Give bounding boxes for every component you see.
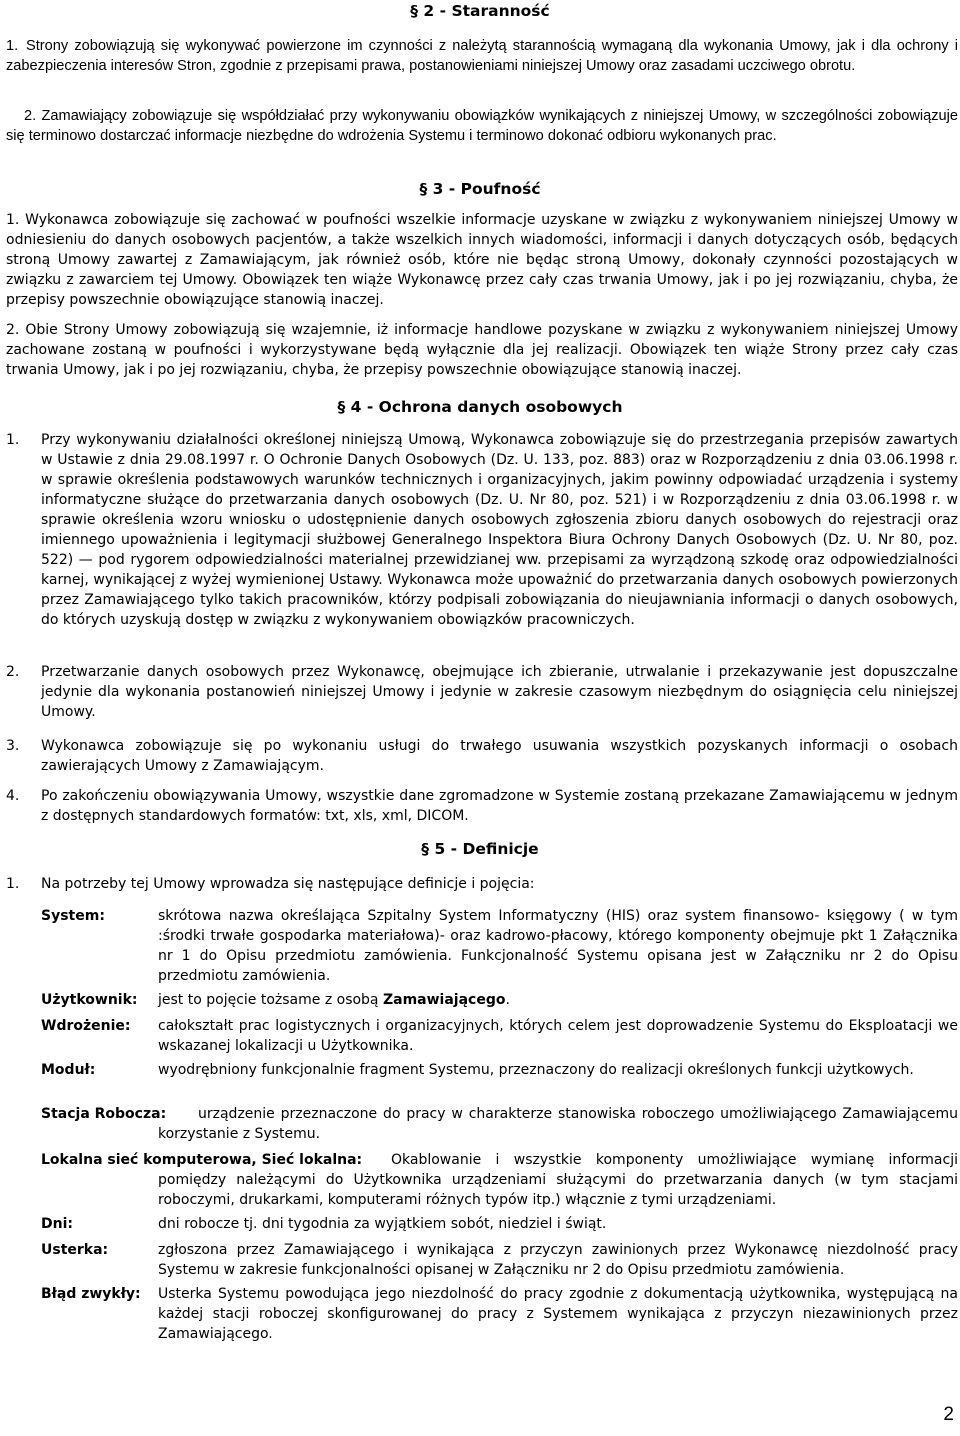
def-term-modul: Moduł:: [41, 1062, 96, 1078]
def-text-uzytkownik-bold: Zamawiającego: [382, 992, 506, 1008]
def-term-usterka: Usterka:: [41, 1242, 109, 1258]
s3-p2-body: Obie Strony Umowy zobowiązują się wzajemnie, iż informacje handlowe pozyskane w związku z wykonywaniem niniejszej Umowy zachowane zostaną w poufności i wykorzystywane będą wyłącznie dla jej realizacji. Obowiązek ten wiąże Strony przez cały czas trwania Umowy, jak i po jej rozwiązaniu, chyba, że przepisy powszechnie obowiązujące stanowią inaczej.: [6, 322, 958, 378]
s4-p4-number: 4.: [6, 788, 20, 804]
def-text-uzytkownik-tail: .: [505, 992, 510, 1008]
def-text-wdrozenie: całokształt prac logistycznych i organizacyjnych, których celem jest doprowadzenie Systemu do Eksploatacji we wskazanej lokalizacji u Użytkownika.: [158, 1018, 958, 1054]
s3-p2-number: 2.: [6, 322, 20, 338]
def-text-uzytkownik-main: jest to pojęcie tożsame z osobą: [158, 992, 383, 1008]
def-term-stacja-robocza: Stacja Robocza:: [41, 1106, 167, 1122]
s3-p1-number: 1.: [6, 212, 20, 228]
s2-p1-number: 1.: [6, 38, 19, 54]
def-term-wdrozenie: Wdrożenie:: [41, 1018, 131, 1034]
s4-p2-number: 2.: [6, 664, 20, 680]
s4-p3-text: Wykonawca zobowiązuje się po wykonaniu usługi do trwałego usuwania wszystkich pozyskanych informacji o osobach zawierających Umowy z Zamawiającym.: [41, 738, 958, 774]
def-term-uzytkownik: Użytkownik:: [41, 992, 138, 1008]
s3-p1-text: [6, 210, 958, 310]
s4-p4-text: Po zakończeniu obowiązywania Umowy, wszystkie dane zgromadzone w Systemie zostaną przekazane Zamawiającemu w jednym z dostępnych standardowych formatów: txt, xls, xml, DICOM.: [41, 788, 958, 824]
s4-p3-number: 3.: [6, 738, 20, 754]
s5-p1-number: 1.: [6, 876, 20, 892]
s3-p2-text: [6, 320, 958, 380]
section-5-heading: § 5 - Definicje: [421, 840, 539, 858]
def-term-siec-lokalna: Lokalna sieć komputerowa, Sieć lokalna:: [41, 1152, 363, 1168]
s4-p1-number: 1.: [6, 432, 20, 448]
s4-p1-text: Przy wykonywaniu działalności określonej niniejszą Umową, Wykonawca zobowiązuje się do przestrzegania przepisów zawartych w Ustawie z dnia 29.08.1997 r. O Ochronie Danych Osobowych (Dz. U. 133, poz. 883) oraz w Rozporządzeniu z dnia 03.06.1998 r. w sprawie określenia podstawowych warunków technicznych i organizacyjnych, jakim powinny odpowiadać urządzenia i systemy informatyczne służące do przetwarzania danych osobowych (Dz. U. Nr 80, poz. 521) i w Rozporządzeniu z dnia 03.06.1998 r. w sprawie określenia wzoru wniosku o udostępnienie danych osobowych zgłoszenia zbioru danych osobowych do rejestracji oraz imiennego upoważnienia i legitymacji służbowej Generalnego Inspektora Biura Ochrony Danych Osobowych (Dz. U. Nr 80, poz. 522) — pod rygorem odpowiedzialności materialnej przewidzianej ww. przepisami za wyrządzoną szkodę oraz odpowiedzialności karnej, wynikającej z wyżej wymienionej Ustawy. Wykonawca może upoważnić do przetwarzania danych osobowych powierzonych przez Zamawiającego tylko takich pracowników, którzy podpisali zobowiązania do nieujawniania informacji o danych osobowych, do których uzyskują dostęp w związku z wykonywaniem obowiązków pracowniczych.: [41, 432, 958, 628]
def-text-dni: dni robocze tj. dni tygodnia za wyjątkiem sobót, niedziel i świąt.: [158, 1216, 607, 1232]
s2-p1-text: Strony zobowiązują się wykonywać powierzone im czynności z należytą starannością wymaganą dla wykonania Umowy, jak i dla ochrony i zabezpieczenia interesów Stron, zgodnie z przepisami prawa, postanowieniami niniejszej Umowy oraz zasadami uczciwego obrotu.: [6, 38, 958, 74]
section-3-heading: § 3 - Poufność: [419, 180, 541, 198]
def-term-dni: Dni:: [41, 1216, 73, 1232]
def-text-uzytkownik: [158, 990, 958, 1010]
s5-p1-text: Na potrzeby tej Umowy wprowadza się następujące definicje i pojęcia:: [41, 876, 535, 892]
def-text-siec-lokalna: Okablowanie i wszystkie komponenty umożliwiające wymianę informacji pomiędzy należącymi do Użytkownika urządzeniami służącymi do przetwarzania danych (w tym stacjami roboczymi, drukarkami, komputerami różnych typów itp.) włącznie z tymi urządzeniami.: [158, 1152, 958, 1208]
def-text-modul: wyodrębniony funkcjonalnie fragment Systemu, przeznaczony do realizacji określonych funkcji użytkowych.: [158, 1062, 914, 1078]
def-term-system: System:: [41, 908, 105, 924]
section-2-heading: § 2 - Staranność: [410, 2, 550, 20]
def-text-system: skrótowa nazwa określająca Szpitalny System Informatyczny (HIS) oraz system finansowo- księgowy ( w tym :środki trwałe gospodarka materiałowa)- oraz kadrowo-płacowy, którego komponenty obejmuje pkt 1 Załącznika nr 1 do Opisu przedmiotu zamówienia. Funkcjonalność Systemu opisana jest w Załączniku nr 2 do Opisu przedmiotu zamówienia.: [158, 908, 958, 984]
def-text-stacja-robocza: urządzenie przeznaczone do pracy w charakterze stanowiska roboczego umożliwiającego Zamawiającemu korzystanie z Systemu.: [158, 1106, 958, 1142]
def-term-blad-zwykly: Błąd zwykły:: [41, 1286, 141, 1302]
def-text-blad-zwykly: Usterka Systemu powodująca jego niezdolność do pracy zgodnie z dokumentacją użytkownika, występującą na każdej stacji roboczej skonfigurowanej do pracy z Systemem wynikająca z przyczyn niezawinionych przez Zamawiającego.: [158, 1286, 958, 1342]
s2-p2-text: [6, 106, 958, 146]
s3-p1-body: Wykonawca zobowiązuje się zachować w poufności wszelkie informacje uzyskane w związku z wykonywaniem niniejszej Umowy w odniesieniu do danych osobowych pacjentów, a także wszelkich innych wiadomości, informacji i danych dotyczących osób, będących stroną Umowy zawartej z Zamawiającym, jak również osób, które nie będąc stroną Umowy, dokonały czynności pozostających w związku z zawarciem tej Umowy. Obowiązek ten wiąże Wykonawcę przez cały czas trwania Umowy, jak i po jej rozwiązaniu, chyba, że przepisy powszechnie obowiązujące stanowią inaczej.: [6, 212, 959, 308]
s2-p2-body: Zamawiający zobowiązuje się współdziałać przy wykonywaniu obowiązków wynikających z niniejszej Umowy, w szczególności zobowiązuje się terminowo dostarczać informacje niezbędne do wdrożenia Systemu i terminowo dokonać odbioru wykonanych prac.: [6, 108, 958, 144]
s2-p2-number: 2.: [24, 108, 37, 124]
s4-p2-text: Przetwarzanie danych osobowych przez Wykonawcę, obejmujące ich zbieranie, utrwalanie i przekazywanie jest dopuszczalne jedynie dla wykonania postanowień niniejszej Umowy i jedynie w zakresie czasowym niezbędnym do osiągnięcia celu niniejszej Umowy.: [41, 664, 958, 720]
def-text-usterka: zgłoszona przez Zamawiającego i wynikająca z przyczyn zawinionych przez Wykonawcę niezdolność pracy Systemu w zakresie funkcjonalności opisanej w Załączniku nr 2 do Opisu przedmiotu zamówienia.: [158, 1242, 958, 1278]
page-number: 2: [943, 1404, 954, 1425]
section-4-heading: § 4 - Ochrona danych osobowych: [337, 398, 623, 416]
